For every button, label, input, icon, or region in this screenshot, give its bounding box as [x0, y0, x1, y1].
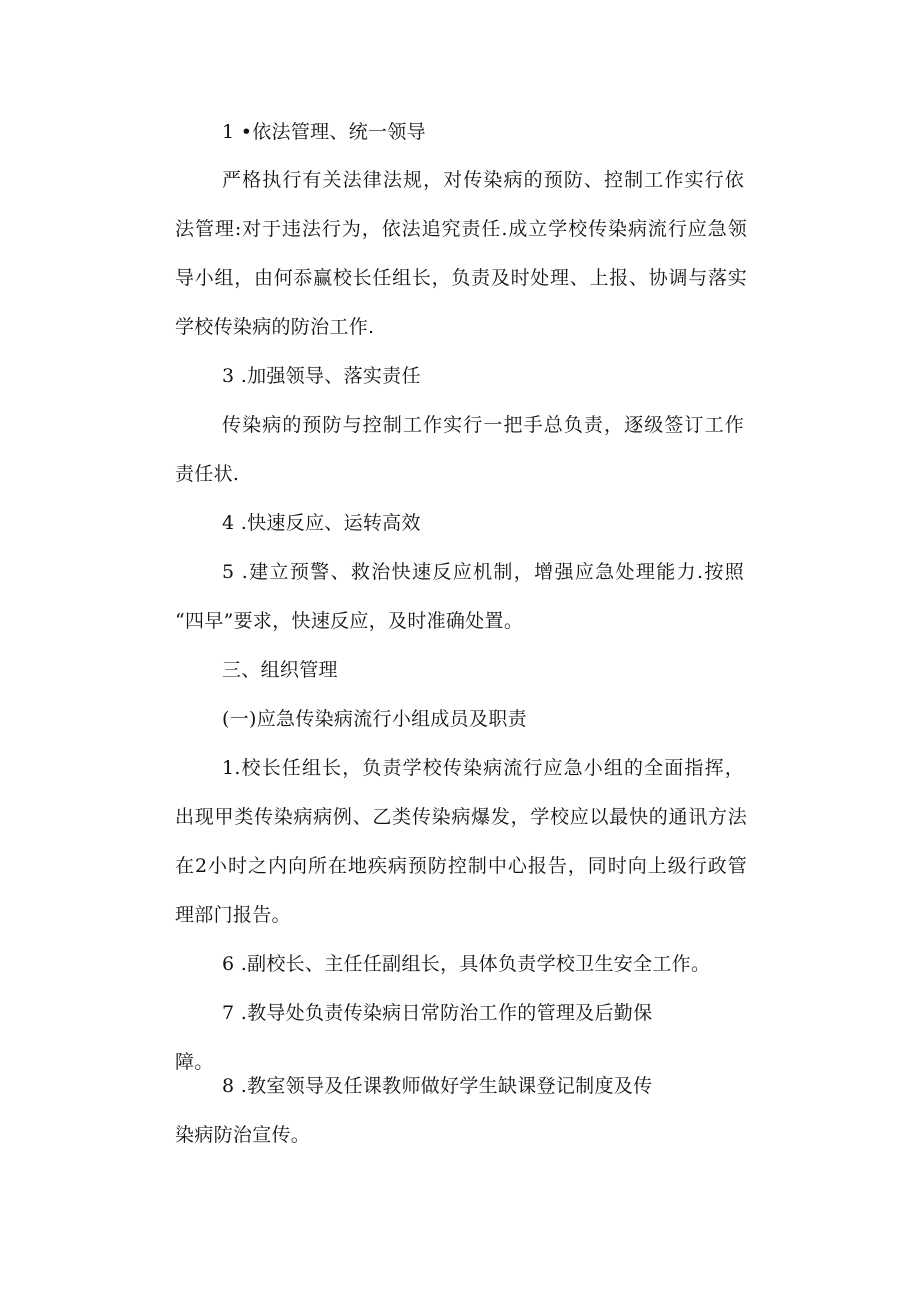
item-1-line-1: 1.校长任组长，负责学校传染病流行应急小组的全面指挥，	[222, 757, 744, 779]
subsection-1-heading: (一)应急传染病流行小组成员及职责	[222, 708, 527, 730]
item-1-line-2: 出现甲类传染病病例、乙类传染病爆发，学校应以最快的通讯方法	[175, 806, 747, 828]
item-6: 6 .副校长、主任任副组长，具体负责学校卫生安全工作。	[222, 953, 711, 975]
paragraph-1-line-1: 严格执行有关法律法规，对传染病的预防、控制工作实行依	[222, 169, 744, 191]
heading-3: 3 .加强领导、落实责任	[222, 365, 421, 387]
paragraph-1-line-3: 导小组，由何忝赢校长任组长，负责及时处理、上报、协调与落实	[175, 267, 747, 289]
paragraph-3-line-1: 传染病的预防与控制工作实行一把手总负责，逐级签订工作	[222, 414, 744, 436]
item-1-line-4: 理部门报告。	[175, 904, 291, 926]
item-1-line-3: 在2小时之内向所在地疾病预防控制中心报告，同时向上级行政管	[175, 855, 747, 877]
item-7-line-2: 障。	[175, 1051, 214, 1073]
paragraph-3-line-2: 责任状.	[175, 463, 240, 485]
item-8-line-1: 8 .教室领导及任课教师做好学生缺课登记制度及传	[222, 1075, 653, 1097]
heading-4: 4 .快速反应、运转高效	[222, 512, 421, 534]
item-7-line-1: 7 .教导处负责传染病日常防治工作的管理及后勤保	[222, 1002, 653, 1024]
paragraph-1-line-4: 学校传染病的防治工作.	[175, 316, 375, 338]
section-3-heading: 三、组织管理	[222, 659, 338, 681]
item-5-line-1: 5 .建立预警、救治快速反应机制，增强应急处理能力.按照	[222, 561, 744, 583]
paragraph-1-line-2: 法管理:对于违法行为，依法追究责任.成立学校传染病流行应急领	[175, 218, 747, 240]
item-5-line-2: “四早”要求，快速反应，及时准确处置。	[175, 610, 524, 632]
item-8-line-2: 染病防治宣传。	[175, 1124, 311, 1146]
heading-1: 1 •依法管理、统一领导	[222, 121, 426, 143]
